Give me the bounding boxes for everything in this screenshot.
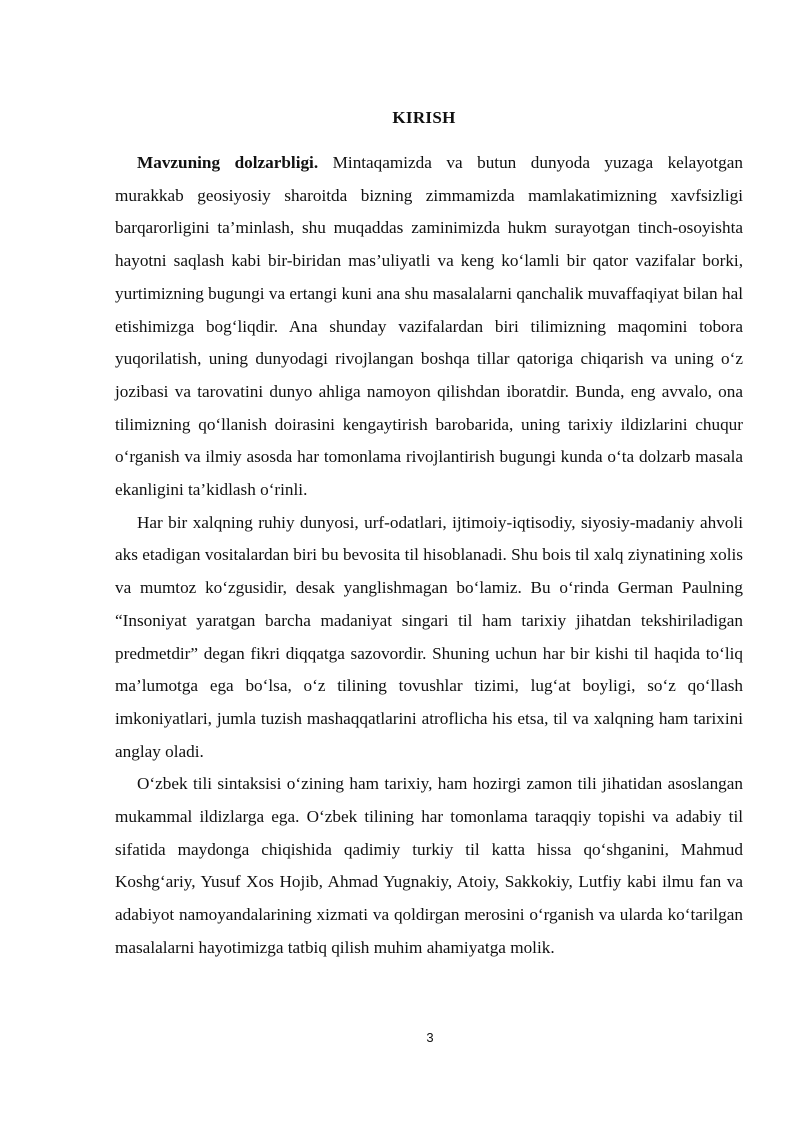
paragraph-relevance xyxy=(115,147,743,507)
section-title: KIRISH xyxy=(392,108,456,127)
body-text xyxy=(115,147,743,965)
page-number: 3 xyxy=(426,1030,434,1045)
paragraph-lead: Mavzuning dolzarbligi. xyxy=(137,153,319,172)
paragraph-text: Mintaqamizda va butun dunyoda yuzaga kelayotgan murakkab geosiyosiy sharoitda bizning zimmamizda mamlakatimizning xavfsizligi barqarorligini ta’minlash, shu muqaddas zaminimizda hukm surayotgan tinch-osoyishta hayotni saqlash kabi bir-biridan mas’uliyatli va keng ko‘lamli bir qator vazifalar borki, yurtimizning bugungi va ertangi kuni ana shu masalalarni qanchalik muvaffaqiyat bilan hal etishimizga bog‘liqdir. Ana shunday vazifalardan biri tilimizning maqomini tobora yuqorilatish, uning dunyodagi rivojlangan boshqa tillar qatoriga chiqarish va uning o‘z jozibasi va tarovatini dunyo ahliga namoyon qilishdan iboratdir. Bunda, eng avvalo, ona tilimizning qo‘llanish doirasini kengaytirish barobarida, uning tarixiy ildizlarini chuqur o‘rganish va ilmiy asosda har tomonlama rivojlantirish bugungi kunda o‘ta dolzarb masala ekanligini ta’kidlash o‘rinli. xyxy=(115,153,743,500)
paragraph-language-role: Har bir xalqning ruhiy dunyosi, urf-odatlari, ijtimoiy-iqtisodiy, siyosiy-madaniy ahvoli aks etadigan vositalardan biri bu bevosita til hisoblanadi. Shu bois til xalq ziynatining xolis va mumtoz ko‘zgusidir, desak yanglishmagan bo‘lamiz. Bu o‘rinda German Paulning “Insoniyat yaratgan barcha madaniyat singari til ham tarixiy jihatdan tekshiriladigan predmetdir” degan fikri diqqatga sazovordir. Shuning uchun har bir kishi til haqida to‘liq ma’lumotga ega bo‘lsa, o‘z tilining tovushlar tizimi, lug‘at boyligi, so‘z qo‘llash imkoniyatlari, jumla tuzish mashaqqatlarini atroflicha his etsa, til va xalqning ham tarixini anglay oladi. xyxy=(115,512,743,761)
paragraph-syntax-history: O‘zbek tili sintaksisi o‘zining ham tarixiy, ham hozirgi zamon tili jihatidan asoslangan mukammal ildizlarga ega. O‘zbek tilining har tomonlama taraqqiy topishi va adabiy til sifatida maydonga chiqishida qadimiy turkiy til katta hissa qo‘shganini, Mahmud Koshg‘ariy, Yusuf Xos Hojib, Ahmad Yugnakiy, Atoiy, Sakkokiy, Lutfiy kabi ilmu fan va adabiyot namoyandalarining xizmati va qoldirgan merosini o‘rganish va ularda ko‘tarilgan masalalarni hayotimizga tatbiq qilish muhim ahamiyatga molik. xyxy=(115,774,743,957)
